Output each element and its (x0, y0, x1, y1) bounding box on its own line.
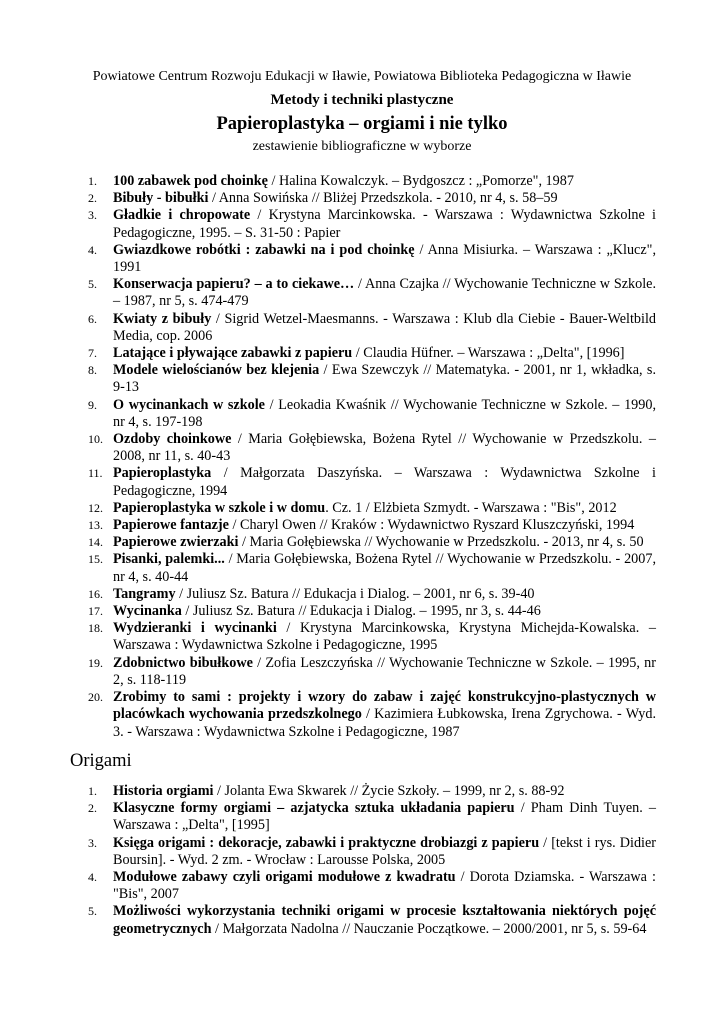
entry-number: 15. (88, 552, 103, 567)
bibliography-entry (0, 517, 724, 534)
section-heading-origami: Origami (70, 751, 132, 771)
bibliography-entry (0, 345, 724, 362)
bibliography-entry (0, 655, 724, 689)
entry-number: 17. (88, 604, 103, 619)
entry-title: Papieroplastyka (113, 465, 212, 482)
bibliography-entry (0, 173, 724, 190)
entry-number: 12. (88, 500, 103, 515)
entry-number: 20. (88, 690, 103, 705)
entry-details: / Małgorzata Daszyńska. – Warszawa : Wydawnictwa Szkolne i Pedagogiczne, 1994 (113, 465, 656, 499)
entry-title: Papierowe fantazje (113, 517, 229, 534)
entry-details: / Juliusz Sz. Batura // Edukacja i Dialog. – 2001, nr 6, s. 39-40 (175, 585, 535, 602)
bibliography-entry (0, 465, 724, 499)
bibliography-entry (0, 190, 724, 207)
entry-details: . Cz. 1 / Elżbieta Szmydt. - Warszawa : "Bis", 2012 (325, 499, 617, 516)
entry-details: / Maria Gołębiewska, Bożena Rytel // Wychowanie w Przedszkolu. - 2007, nr 4, s. 40-44 (113, 551, 656, 585)
bibliography-entry (0, 783, 724, 800)
entry-details: / Anna Misiurka. – Warszawa : „Klucz", 1991 (113, 241, 656, 276)
entry-title: Modele wielościanów bez klejenia (113, 362, 320, 379)
entry-details: / [tekst i rys. Didier Boursin]. - Wyd. 2 zm. - Wrocław : Larousse Polska, 2005 (113, 834, 656, 868)
series-title: Metody i techniki plastyczne (270, 92, 454, 108)
entry-details: / Halina Kowalczyk. – Bydgoszcz : „Pomorze", 1987 (267, 173, 574, 189)
entry-title: Wycinanka (113, 603, 182, 620)
entry-details: / Dorota Dziamska. - Warszawa : "Bis", 2007 (113, 869, 656, 903)
entry-title: Kwiaty z bibuły (113, 310, 212, 327)
entry-title: Zrobimy to sami : projekty i wzory do zabaw i zajęć konstrukcyjno-plastycznych w placówkach wychowania przedszkolnego (113, 689, 656, 723)
entry-title: O wycinankach w szkole (113, 396, 265, 413)
entry-number: 19. (88, 655, 103, 670)
bibliography-entry (0, 397, 724, 431)
document-subtitle: zestawienie bibliograficzne w wyborze (252, 139, 472, 154)
entry-details: / Anna Czajka // Wychowanie Techniczne w Szkole. – 1987, nr 5, s. 474-479 (113, 276, 656, 310)
entry-details: / Maria Gołębiewska // Wychowanie w Przedszkolu. - 2013, nr 4, s. 50 (238, 534, 644, 551)
entry-title: Wydzieranki i wycinanki (113, 620, 277, 637)
entry-number: 13. (88, 518, 103, 533)
entry-title: Ozdoby choinkowe (113, 431, 232, 448)
entry-number: 1. (88, 174, 97, 188)
entry-details: / Ewa Szewczyk // Matematyka. - 2001, nr 1, wkładka, s. 9-13 (113, 362, 657, 396)
entry-details: / Kazimiera Łubkowska, Irena Zgrychowa. - Wyd. 3. - Warszawa : Wydawnictwa Szkolne i Pedagogiczne, 1987 (113, 706, 656, 740)
entry-details: / Maria Gołębiewska, Bożena Rytel // Wychowanie w Przedszkolu. – 2008, nr 11, s. 40-43 (113, 431, 656, 465)
entry-number: 3. (88, 835, 97, 850)
entry-title: Pisanki, palemki... (113, 551, 225, 568)
entry-details: / Charyl Owen // Kraków : Wydawnictwo Ryszard Kluszczyński, 1994 (228, 517, 635, 534)
entry-title: Bibuły - bibułki (113, 190, 209, 207)
entry-title: 100 zabawek pod choinkę (113, 173, 268, 189)
entry-number: 2. (88, 801, 97, 816)
entry-title: Księga origami : dekoracje, zabawki i praktyczne drobiazgi z papieru (113, 834, 540, 851)
entry-number: 10. (88, 432, 103, 447)
entry-number: 8. (88, 363, 97, 378)
entry-title: Gładkie i chropowate (113, 207, 251, 224)
institution-line: Powiatowe Centrum Rozwoju Edukacji w Iławie, Powiatowa Biblioteka Pedagogiczna w Iławie (92, 69, 632, 84)
entry-details: / Pham Dinh Tuyen. – Warszawa : „Delta", [1995] (113, 800, 656, 834)
entry-title: Historia orgiami (113, 783, 214, 799)
document-title: Papieroplastyka – orgiami i nie tylko (216, 114, 508, 134)
entry-number: 18. (88, 621, 103, 636)
entry-number: 4. (88, 870, 97, 885)
entry-number: 7. (88, 346, 97, 361)
entry-details: / Anna Sowińska // Bliżej Przedszkola. - 2010, nr 4, s. 58–59 (208, 190, 558, 207)
bibliography-entry (0, 534, 724, 551)
entry-number: 9. (88, 397, 97, 412)
entry-title: Tangramy (113, 585, 176, 602)
bibliography-entry (0, 551, 724, 585)
entry-details: / Jolanta Ewa Skwarek // Życie Szkoły. – 1999, nr 2, s. 88-92 (213, 783, 565, 799)
entry-title: Papierowe zwierzaki (113, 534, 239, 551)
entry-details: / Małgorzata Nadolna // Nauczanie Początkowe. – 2000/2001, nr 5, s. 59-64 (211, 920, 647, 937)
entry-number: 4. (88, 242, 97, 257)
entry-title: Konserwacja papieru? – a to ciekawe… (113, 276, 355, 293)
bibliography-list-papieroplastyka (0, 173, 724, 741)
entry-title: Klasyczne formy orgiami – azjatycka sztuka układania papieru (113, 800, 515, 817)
bibliography-entry (0, 362, 724, 396)
entry-number: 1. (88, 784, 97, 798)
entry-number: 11. (88, 466, 103, 481)
entry-number: 5. (88, 904, 97, 919)
bibliography-entry (0, 603, 724, 620)
bibliography-entry (0, 207, 724, 241)
entry-title: Zdobnictwo bibułkowe (113, 654, 253, 671)
bibliography-entry (0, 869, 724, 903)
bibliography-entry (0, 431, 724, 465)
entry-details: / Sigrid Wetzel-Maesmanns. - Warszawa : Klub dla Ciebie - Bauer-Weltbild Media, cop. 2006 (113, 310, 656, 344)
entry-details: / Krystyna Marcinkowska, Krystyna Michejda-Kowalska. – Warszawa : Wydawnictwa Szkolne i Pedagogiczne, 1995 (113, 620, 656, 654)
bibliography-entry (0, 500, 724, 517)
bibliography-entry (0, 586, 724, 603)
entry-title: Modułowe zabawy czyli origami modułowe z kwadratu (113, 869, 456, 886)
entry-number: 2. (88, 191, 97, 206)
entry-details: / Leokadia Kwaśnik // Wychowanie Techniczne w Szkole. – 1990, nr 4, s. 197-198 (113, 396, 656, 430)
bibliography-entry (0, 620, 724, 654)
bibliography-entry (0, 242, 724, 276)
entry-number: 5. (88, 277, 97, 292)
entry-details: / Claudia Hüfner. – Warszawa : „Delta", [1996] (352, 345, 625, 362)
entry-number: 14. (88, 535, 103, 550)
entry-details: / Krystyna Marcinkowska. - Warszawa : Wydawnictwa Szkolne i Pedagogiczne, 1995. – S. 31-50 : Papier (113, 207, 656, 241)
bibliography-entry (0, 311, 724, 345)
entry-title: Gwiazdkowe robótki : zabawki na i pod choinkę (113, 241, 415, 258)
bibliography-entry (0, 276, 724, 310)
bibliography-entry (0, 689, 724, 741)
entry-number: 16. (88, 586, 103, 601)
entry-title: Latające i pływające zabawki z papieru (113, 345, 353, 362)
entry-title: Możliwości wykorzystania techniki origami w procesie kształtowania niektórych pojęć geometrycznych (113, 903, 656, 937)
entry-details: / Juliusz Sz. Batura // Edukacja i Dialog. – 1995, nr 3, s. 44-46 (181, 603, 541, 620)
bibliography-list-origami (0, 783, 724, 938)
entry-number: 6. (88, 311, 97, 326)
bibliography-entry (0, 800, 724, 834)
bibliography-entry (0, 835, 724, 869)
entry-title: Papieroplastyka w szkole i w domu (113, 499, 326, 516)
entry-details: / Zofia Leszczyńska // Wychowanie Techniczne w Szkole. – 1995, nr 2, s. 118-119 (113, 654, 656, 688)
entry-number: 3. (88, 208, 97, 223)
bibliography-entry (0, 903, 724, 937)
